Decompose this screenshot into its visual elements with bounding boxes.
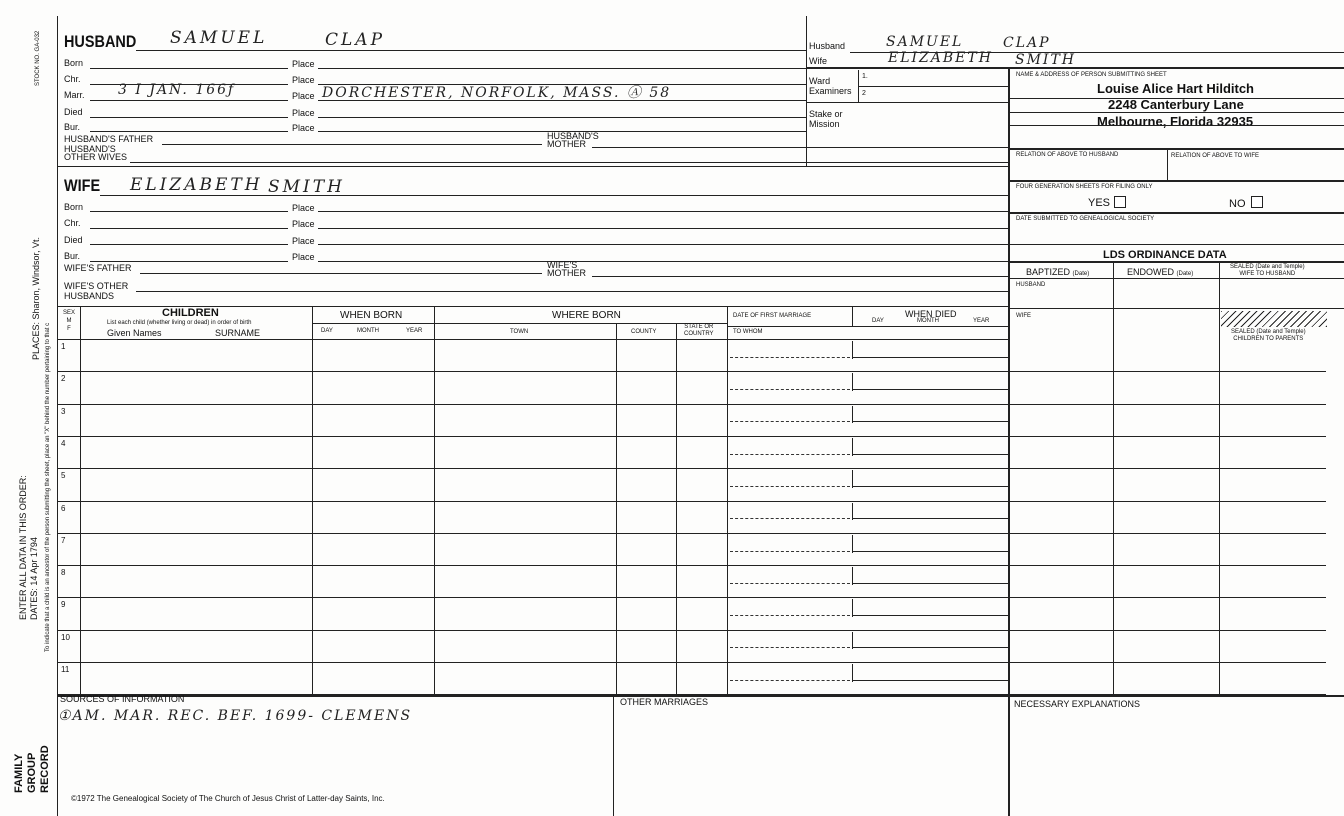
- child-marriage-dash: [730, 518, 850, 519]
- child-died-line: [852, 421, 1008, 422]
- submitter-street: 2248 Canterbury Lane: [1108, 97, 1244, 112]
- wife-mother-line: [592, 276, 1008, 277]
- husband-died-label: Died: [64, 107, 83, 117]
- husband-given-name: SAMUEL: [170, 28, 268, 48]
- child-row-number: 3: [61, 406, 66, 416]
- county-header: COUNTY: [631, 329, 657, 335]
- baptized-date-note: (Date): [1072, 271, 1090, 277]
- lds-child-row-line: [1008, 436, 1326, 437]
- examiner-1-line: [858, 86, 1008, 87]
- right-header-divider: [806, 16, 807, 166]
- wife-died-label: Died: [64, 235, 83, 245]
- sealed-children-label-2: CHILDREN TO PARENTS: [1233, 336, 1304, 342]
- husband-father-label: HUSBAND'S FATHER: [64, 134, 154, 144]
- husband-other-wives-label-1: HUSBAND'S: [64, 144, 116, 154]
- child-row-number: 10: [61, 632, 70, 642]
- when-born-header: WHEN BORN: [340, 310, 403, 321]
- wife-chr-label: Chr.: [64, 218, 81, 228]
- child-marriage-dash: [730, 551, 850, 552]
- child-row-line: [57, 404, 1008, 405]
- lds-child-row-line: [1008, 597, 1326, 598]
- four-gen-label: FOUR GENERATION SHEETS FOR FILING ONLY: [1016, 184, 1153, 190]
- child-marriage-dash: [730, 680, 850, 681]
- lds-child-row-line: [1008, 533, 1326, 534]
- group-label: GROUP: [26, 752, 38, 793]
- relation-husband-label: RELATION OF ABOVE TO HUSBAND: [1016, 152, 1119, 158]
- wife-chr-place-label: Place: [292, 219, 315, 229]
- child-died-line: [852, 389, 1008, 390]
- lds-husband-row-label: HUSBAND: [1016, 282, 1046, 288]
- child-row-number: 8: [61, 568, 66, 578]
- child-died-line: [852, 551, 1008, 552]
- wife-born-place-line: [318, 211, 1008, 212]
- baptized-label-text: BAPTIZED: [1026, 267, 1071, 277]
- lds-child-row-line: [1008, 371, 1326, 372]
- yes-checkbox[interactable]: [1114, 196, 1126, 208]
- child-marriage-dash: [730, 615, 850, 616]
- endowed-label-text: ENDOWED: [1127, 267, 1174, 277]
- husband-surname: CLAP: [325, 30, 386, 50]
- lds-child-row-line: [1008, 501, 1326, 502]
- yes-label: YES: [1088, 197, 1111, 209]
- col-town-divider: [616, 323, 617, 695]
- wife-other-husbands-label: [64, 281, 128, 301]
- town-header: TOWN: [510, 329, 529, 335]
- lds-title: LDS ORDINANCE DATA: [1103, 249, 1227, 261]
- family-label: FAMILY: [13, 753, 25, 793]
- sex-header: [63, 309, 75, 333]
- submitter-label: NAME & ADDRESS OF PERSON SUBMITTING SHEET: [1016, 72, 1167, 78]
- lds-child-row-line: [1008, 662, 1326, 663]
- lds-child-row-line: [1008, 565, 1326, 566]
- child-row-number: 11: [61, 665, 70, 674]
- children-title: CHILDREN: [162, 307, 219, 319]
- husband-born-label: Born: [64, 58, 84, 68]
- submitter-name: Louise Alice Hart Hilditch: [1097, 81, 1254, 96]
- other-marriages-label: OTHER MARRIAGES: [620, 697, 709, 707]
- wife-mother-label-1: WIFE'S: [547, 260, 578, 270]
- husband-marr-place: DORCHESTER, NORFOLK, MASS. Ⓐ 58: [322, 85, 672, 101]
- copyright-notice: ©1972 The Genealogical Society of The Church of Jesus Christ of Latter-day Saints, Inc.: [71, 794, 385, 803]
- child-row-line: [57, 533, 1008, 534]
- wife-other-husbands-label-2: HUSBANDS: [64, 291, 115, 301]
- relation-wife-label: RELATION OF ABOVE TO WIFE: [1171, 153, 1260, 159]
- husband-died-place-line: [318, 117, 806, 118]
- when-died-header: WHEN DIED: [905, 309, 957, 319]
- when-died-divider: [852, 306, 853, 326]
- child-row-number: 2: [61, 374, 66, 384]
- husband-marr-place-label: Place: [292, 91, 315, 101]
- husband-marr-line: [90, 100, 288, 101]
- endowed-date-note: (Date): [1176, 271, 1194, 277]
- wife-father-label: WIFE'S FATHER: [64, 263, 132, 273]
- sealed-children-label: [1231, 329, 1306, 343]
- husband-mother-label-1: HUSBAND'S: [547, 131, 599, 141]
- state-header: [684, 324, 714, 338]
- child-row-line: [57, 436, 1008, 437]
- four-gen-top-line: [1008, 180, 1344, 182]
- wife-given-name: ELIZABETH: [130, 175, 263, 195]
- stock-number: STOCK NO. GA-032: [35, 30, 41, 86]
- died-month-header: MONTH: [917, 318, 939, 324]
- husband-father-line: [162, 144, 542, 145]
- husband-other-wives-label-2: OTHER WIVES: [64, 152, 128, 162]
- wife-died-place-line: [318, 244, 1008, 245]
- child-died-line: [852, 647, 1008, 648]
- examiners-bottom-line: [806, 102, 1008, 103]
- child-row-number: 5: [61, 471, 66, 481]
- summary-husband-given: SAMUEL: [886, 34, 964, 50]
- wife-died-line: [90, 244, 288, 245]
- husband-bur-line: [90, 131, 288, 132]
- husband-mother-label-2: MOTHER: [547, 139, 586, 149]
- wife-father-line: [140, 273, 542, 274]
- sources-label: SOURCES OF INFORMATION: [60, 694, 185, 704]
- date-submitted-top-line: [1008, 212, 1344, 214]
- child-died-line: [852, 583, 1008, 584]
- husband-died-place-label: Place: [292, 108, 315, 118]
- child-row-number: 9: [61, 600, 66, 610]
- examiners-label: Examiners: [809, 86, 852, 96]
- child-row-line: [57, 468, 1008, 469]
- sealed-children-label-1: SEALED (Date and Temple): [1231, 329, 1306, 335]
- relation-top-line: [1008, 148, 1344, 150]
- husband-other-wives-label: [64, 145, 127, 161]
- wife-bur-place-line: [318, 261, 1008, 262]
- child-row-number: 4: [61, 438, 66, 448]
- state-header-2: COUNTRY: [684, 331, 714, 337]
- summary-wife-line: [806, 67, 1344, 69]
- wife-surname: SMITH: [268, 177, 345, 197]
- husband-born-line: [90, 68, 288, 69]
- first-marriage-underline: [727, 326, 852, 327]
- husband-bur-label: Bur.: [64, 122, 81, 132]
- children-instruction: List each child (whether living or dead) in order of birth: [107, 320, 252, 326]
- child-marriage-dash: [730, 454, 850, 455]
- relation-divider: [1167, 148, 1168, 180]
- born-day-header: DAY: [321, 328, 333, 334]
- baptized-label: [1026, 267, 1089, 277]
- child-marriage-dash: [730, 647, 850, 648]
- footer-divider: [613, 695, 614, 816]
- first-marriage-header: DATE OF FIRST MARRIAGE: [733, 313, 812, 319]
- child-row-line: [57, 662, 1008, 663]
- child-died-line: [852, 357, 1008, 358]
- summary-wife-given: ELIZABETH: [888, 50, 993, 66]
- wife-mother-label-2: MOTHER: [547, 268, 586, 278]
- husband-died-line: [90, 117, 288, 118]
- mission-label: Mission: [809, 119, 840, 129]
- child-row-number: 7: [61, 535, 66, 545]
- lds-husband-row-line: [1008, 308, 1344, 309]
- when-died-underline: [852, 326, 1008, 327]
- where-born-header: WHERE BORN: [552, 310, 621, 321]
- to-whom-header: TO WHOM: [733, 329, 763, 335]
- child-row-number: 1: [61, 342, 66, 351]
- children-header-bottom-line: [57, 339, 1008, 340]
- sealed-children-hatch: [1221, 311, 1327, 327]
- no-label: NO: [1229, 198, 1246, 210]
- lds-title-line: [1008, 261, 1344, 263]
- ward-label: Ward: [809, 76, 831, 86]
- died-year-header: YEAR: [973, 318, 990, 324]
- places-note: PLACES: Sharon, Windsor, Vt.: [31, 236, 41, 360]
- child-marriage-dash: [730, 583, 850, 584]
- wife-bur-label: Bur.: [64, 251, 81, 261]
- summary-wife-label: Wife: [809, 56, 827, 66]
- state-header-1: STATE OR: [684, 324, 714, 330]
- no-checkbox[interactable]: [1251, 196, 1263, 208]
- husband-name-line: [136, 50, 806, 51]
- husband-title: HUSBAND: [64, 32, 137, 51]
- wife-born-place-label: Place: [292, 203, 315, 213]
- lds-header-line: [1008, 278, 1344, 279]
- husband-other-wives-line: [130, 162, 1008, 163]
- date-submitted-label: DATE SUBMITTED TO GENEALOGICAL SOCIETY: [1016, 216, 1155, 222]
- record-label: RECORD: [39, 745, 51, 793]
- sex-f-label: F: [67, 326, 71, 332]
- stake-label: Stake or: [809, 109, 843, 119]
- child-died-line: [852, 615, 1008, 616]
- child-row-line: [57, 501, 1008, 502]
- husband-marr-date: 3 I JAN. 166ƒ: [118, 82, 236, 98]
- husband-born-place-line: [318, 68, 806, 69]
- child-row-line: [57, 630, 1008, 631]
- wife-chr-place-line: [318, 228, 1008, 229]
- summary-husband-surname: CLAP: [1003, 35, 1051, 51]
- dates-note: DATES: 14 Apr 1794: [29, 537, 39, 620]
- when-born-underline: [312, 323, 434, 324]
- wife-title: WIFE: [64, 176, 101, 195]
- col-county-divider: [676, 323, 677, 695]
- wife-other-husbands-line: [136, 291, 1008, 292]
- child-died-line: [852, 680, 1008, 681]
- husband-marr-label: Marr.: [64, 90, 85, 100]
- wife-bur-place-label: Place: [292, 252, 315, 262]
- summary-wife-surname: SMITH: [1015, 52, 1077, 68]
- wife-other-husbands-label-1: WIFE'S OTHER: [64, 281, 129, 291]
- sex-header-label: SEX: [63, 310, 76, 316]
- submitter-line-3: [1008, 125, 1344, 126]
- examiner-2-label: 2: [862, 90, 866, 97]
- ancestor-instruction: To indicate that a child is an ancestor of the person submitting the sheet, place an "X" behind the number pertaining to that c: [45, 322, 51, 652]
- child-row-line: [57, 597, 1008, 598]
- lds-child-row-line: [1008, 630, 1326, 631]
- sealed-wife-label: [1230, 264, 1305, 278]
- born-month-header: MONTH: [357, 328, 379, 334]
- husband-chr-place-label: Place: [292, 75, 315, 85]
- child-marriage-dash: [730, 357, 850, 358]
- child-row-line: [57, 565, 1008, 566]
- husband-born-place-label: Place: [292, 59, 315, 69]
- lds-wife-row-label: WIFE: [1016, 313, 1031, 319]
- child-marriage-dash: [730, 486, 850, 487]
- child-row-number: 6: [61, 503, 66, 513]
- husband-chr-label: Chr.: [64, 74, 81, 84]
- child-died-line: [852, 486, 1008, 487]
- child-died-line: [852, 454, 1008, 455]
- surname-header: SURNAME: [215, 328, 261, 338]
- husband-wife-divider: [57, 166, 1008, 167]
- husband-bur-place-label: Place: [292, 123, 315, 133]
- sex-m-label: M: [66, 318, 72, 324]
- child-marriage-dash: [730, 421, 850, 422]
- wife-born-line: [90, 211, 288, 212]
- lds-child-row-line: [1008, 468, 1326, 469]
- wife-died-place-label: Place: [292, 236, 315, 246]
- necessary-explanations-label: NECESSARY EXPLANATIONS: [1014, 699, 1141, 709]
- wife-chr-line: [90, 228, 288, 229]
- wife-mother-label: [547, 261, 586, 277]
- submitter-city: Melbourne, Florida 32935: [1097, 114, 1254, 129]
- child-died-line: [852, 518, 1008, 519]
- enter-order-note: ENTER ALL DATA IN THIS ORDER:: [18, 475, 28, 620]
- husband-mother-label: [547, 132, 599, 148]
- summary-husband-label: Husband: [809, 41, 846, 51]
- husband-mother-line: [592, 147, 1008, 148]
- wife-bur-line: [90, 261, 288, 262]
- wife-born-label: Born: [64, 202, 84, 212]
- child-row-line: [57, 371, 1008, 372]
- source-entry-1: ①AM. MAR. REC. BEF. 1699- CLEMENS: [58, 708, 413, 724]
- lds-top-line: [1008, 244, 1344, 245]
- wife-name-line: [100, 195, 1008, 196]
- given-names-header: Given Names: [107, 328, 162, 338]
- sealed-wife-label-2: WIFE TO HUSBAND: [1239, 271, 1296, 277]
- endowed-label: [1127, 267, 1193, 277]
- died-day-header: DAY: [872, 318, 884, 324]
- submitter-line-2: [1008, 112, 1344, 113]
- child-marriage-dash: [730, 389, 850, 390]
- born-year-header: YEAR: [406, 328, 423, 334]
- examiner-1-label: 1.: [862, 73, 868, 80]
- sealed-wife-label-1: SEALED (Date and Temple): [1230, 264, 1305, 270]
- lds-child-row-line: [1008, 404, 1326, 405]
